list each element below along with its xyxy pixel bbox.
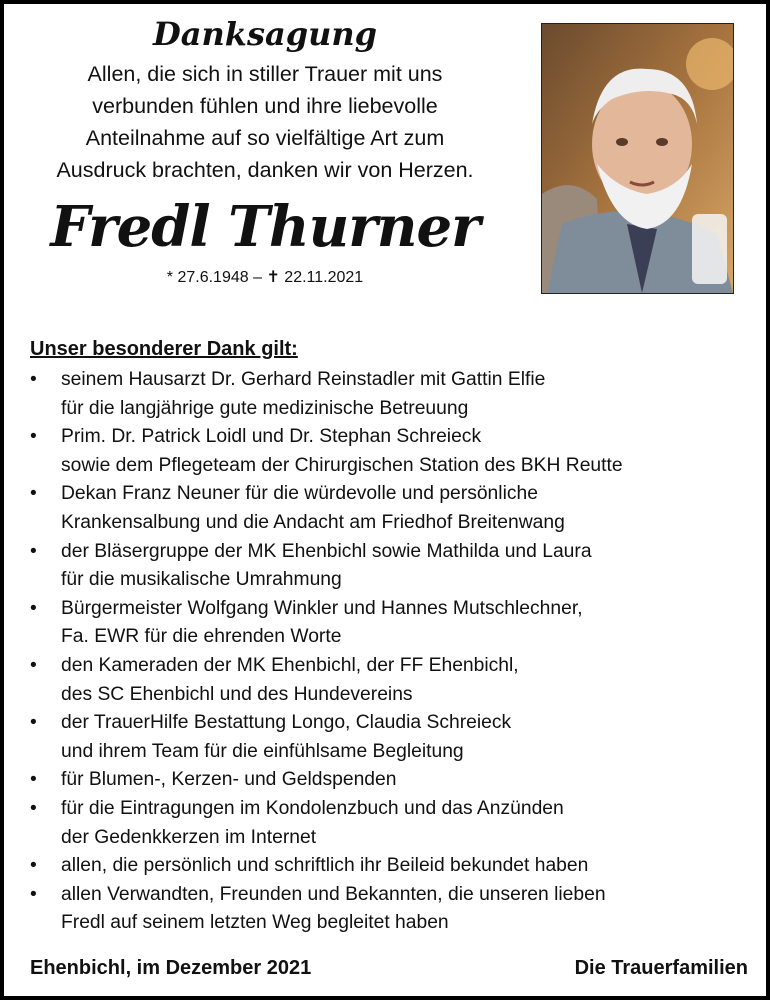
list-item: [30, 538, 750, 595]
list-item-line: den Kameraden der MK Ehenbichl, der FF Ehenbichl,: [61, 654, 519, 676]
thanks-list: [30, 366, 750, 938]
list-item-line: allen Verwandten, Freunden und Bekannten, die unseren lieben: [61, 883, 606, 905]
place-date: Ehenbichl, im Dezember 2021: [30, 957, 312, 979]
list-item: [30, 595, 750, 652]
list-item-line: und ihrem Team für die einfühlsame Begleitung: [61, 740, 464, 762]
deceased-name: Fredl Thurner: [50, 194, 480, 260]
page-title: Danksagung: [153, 15, 377, 53]
list-item: [30, 366, 750, 423]
intro-line: verbunden fühlen und ihre liebevolle: [92, 94, 438, 118]
thanks-section: [30, 336, 750, 938]
list-item-line: seinem Hausarzt Dr. Gerhard Reinstadler mit Gattin Elfie: [61, 369, 546, 390]
portrait-illustration: [542, 24, 733, 293]
list-item-line: Fredl auf seinem letzten Weg begleitet haben: [61, 912, 449, 934]
bullet-icon: •: [30, 426, 37, 448]
intro-line: Allen, die sich in stiller Trauer mit uns: [87, 62, 443, 86]
bullet-icon: •: [30, 597, 37, 619]
bullet-icon: •: [30, 712, 37, 734]
list-item-line: Fa. EWR für die ehrenden Worte: [61, 626, 342, 648]
life-dates: * 27.6.1948 – ✝ 22.11.2021: [166, 269, 364, 286]
list-item-line: für Blumen-, Kerzen- und Geldspenden: [61, 769, 397, 791]
bullet-icon: •: [30, 797, 37, 819]
bullet-icon: •: [30, 483, 37, 505]
list-item-line: Krankensalbung und die Andacht am Friedhof Breitenwang: [61, 511, 565, 533]
list-item: [30, 852, 750, 881]
list-item: [30, 881, 750, 938]
bullet-icon: •: [30, 883, 37, 905]
list-item-line: Bürgermeister Wolfgang Winkler und Hannes Mutschlechner,: [61, 597, 583, 619]
portrait-photo: [541, 23, 734, 294]
intro-line: Anteilnahme auf so vielfältige Art zum: [85, 126, 445, 150]
list-item-line: der Bläsergruppe der MK Ehenbichl sowie Mathilda und Laura: [61, 540, 592, 562]
footer: [30, 955, 748, 981]
list-item: [30, 480, 750, 537]
list-item-line: sowie dem Pflegeteam der Chirurgischen Station des BKH Reutte: [61, 454, 623, 476]
list-item: [30, 423, 750, 480]
list-item: [30, 709, 750, 766]
bullet-icon: •: [30, 540, 37, 562]
bullet-icon: •: [30, 769, 37, 791]
signature: Die Trauerfamilien: [574, 957, 748, 979]
intro-line: Ausdruck brachten, danken wir von Herzen.: [56, 158, 474, 182]
list-item-line: der Gedenkkerzen im Internet: [61, 826, 317, 848]
list-item-line: für die langjährige gute medizinische Betreuung: [61, 397, 469, 419]
bullet-icon: •: [30, 855, 37, 877]
list-item-line: Prim. Dr. Patrick Loidl und Dr. Stephan Schreieck: [61, 426, 482, 448]
list-item-line: des SC Ehenbichl und des Hundevereins: [61, 683, 413, 705]
list-item-line: der TrauerHilfe Bestattung Longo, Claudia Schreieck: [61, 712, 512, 734]
header: [6, 10, 524, 288]
list-item-line: für die Eintragungen im Kondolenzbuch und das Anzünden: [61, 797, 564, 819]
list-item-line: Dekan Franz Neuner für die würdevolle und persönliche: [61, 483, 538, 505]
intro-text: [6, 58, 524, 186]
list-item: [30, 766, 750, 795]
bullet-icon: •: [30, 654, 37, 676]
list-item-line: für die musikalische Umrahmung: [61, 569, 342, 591]
thanks-heading: Unser besonderer Dank gilt:: [30, 338, 298, 360]
list-item: [30, 795, 750, 852]
list-item-line: allen, die persönlich und schriftlich ihr Beileid bekundet haben: [61, 855, 589, 877]
list-item: [30, 652, 750, 709]
bullet-icon: •: [30, 369, 37, 390]
